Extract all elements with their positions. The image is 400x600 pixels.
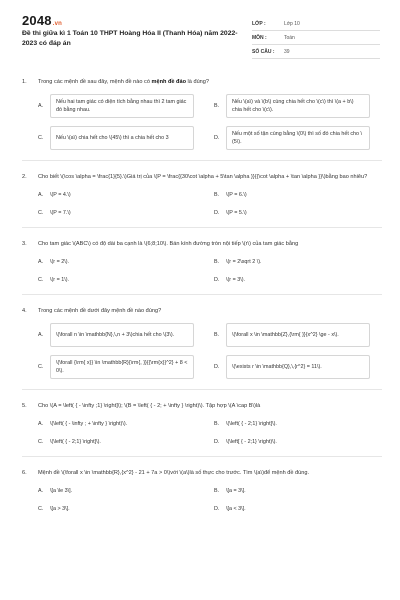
option-text: \(r = 2\sqrt 2 \). [226, 259, 262, 265]
question-number: 4. [22, 308, 27, 314]
meta-value: Toán [284, 34, 295, 41]
answer-option-b[interactable] [214, 420, 382, 428]
option-letter: D. [214, 210, 220, 216]
answer-options [38, 94, 382, 150]
answer-option-a[interactable] [38, 94, 206, 118]
question-text-main: Cho \(A = \left( { - \infty ;1} \right]\); \(B = \left( { - 2; + \infty } \right)\). Tập hợp \(A \cap B\)là [38, 403, 261, 409]
question-text [38, 173, 382, 182]
option-text: \(\forall {\rm{ x}} \in \mathbb{R}{\rm{, }}{{\rm{x}}^2} + 8 < 0\). [50, 355, 194, 379]
option-text: \(\left( { - \infty ; + \infty } \right)\). [50, 421, 128, 427]
option-letter: A. [38, 488, 44, 494]
question-divider [22, 227, 382, 228]
answer-option-a[interactable] [38, 191, 206, 199]
exam-title: Đề thi giữa kì 1 Toán 10 THPT Hoàng Hóa II (Thanh Hóa) năm 2022-2023 có đáp án [22, 30, 238, 47]
option-text: \(\left( { - 2;1} \right]\). [226, 421, 277, 427]
option-letter: D. [214, 364, 220, 370]
question-stem [22, 307, 382, 316]
question-text-main: Mệnh đề \(\forall x \in \mathbb{R},{x^2} - 21 + 7a > 0\)với \(a\)là số thực cho trước. Tìm \(a\)để mệnh đề đúng. [38, 470, 310, 476]
question-stem [22, 78, 382, 87]
option-letter: D. [214, 277, 220, 283]
option-text: \(P = 7.\) [50, 210, 71, 216]
question-text-main: Cho tam giác \(ABC\) có độ dài ba cạnh là \(6;8;10\). Bán kính đường tròn nội tiếp \(r\) của tam giác bằng [38, 241, 299, 247]
option-text: \[a > 3\]. [50, 506, 70, 512]
question-divider [22, 160, 382, 161]
logo-text: 2048 [22, 13, 52, 28]
option-text: \(P = 6.\) [226, 192, 247, 198]
answer-options [38, 191, 382, 217]
question-text [38, 469, 382, 478]
answer-option-c[interactable] [38, 355, 206, 379]
option-text: \(\exists r \in \mathbb{Q},\,{r^2} = 11\). [226, 355, 370, 379]
option-letter: A. [38, 103, 44, 109]
option-text: \(\forall x \in \mathbb{Z},{\rm{ }}{x^2} \ge - x\). [226, 323, 370, 347]
answer-option-a[interactable] [38, 420, 206, 428]
option-text: \(P = 5.\) [226, 210, 247, 216]
answer-option-c[interactable] [38, 126, 206, 150]
question-text-main: Trong các mệnh đề sau đây, mệnh đề nào có [38, 79, 152, 85]
option-letter: B. [214, 488, 220, 494]
question-5 [22, 402, 382, 446]
question-number: 1. [22, 79, 27, 85]
option-letter: B. [214, 259, 220, 265]
option-letter: C. [38, 135, 44, 141]
meta-value: 39 [284, 48, 290, 55]
meta-row-class [252, 17, 380, 31]
question-3 [22, 240, 382, 284]
meta-row-count [252, 45, 380, 59]
question-divider [22, 456, 382, 457]
option-letter: C. [38, 506, 44, 512]
option-letter: A. [38, 332, 44, 338]
question-text-emphasis: mệnh đề đảo [151, 79, 186, 85]
option-letter: B. [214, 192, 220, 198]
question-1 [22, 78, 382, 150]
question-list [22, 78, 382, 513]
answer-options [38, 420, 382, 446]
option-text: \(r = 2\). [50, 259, 70, 265]
option-text: Nếu \(a\) và \(b\) cùng chia hết cho \(c\) thì \(a + b\) chia hết cho \(c\). [226, 94, 370, 118]
option-letter: A. [38, 421, 44, 427]
question-text [38, 307, 382, 316]
option-letter: B. [214, 421, 220, 427]
option-text: Nếu hai tam giác có diện tích bằng nhau thì 2 tam giác đó bằng nhau. [50, 94, 194, 118]
option-text: \(r = 1\). [50, 277, 70, 283]
answer-option-b[interactable] [214, 258, 382, 266]
option-letter: C. [38, 277, 44, 283]
question-number: 6. [22, 470, 27, 476]
question-divider [22, 294, 382, 295]
option-letter: B. [214, 103, 220, 109]
meta-label: MÔN : [252, 34, 267, 41]
question-number: 3. [22, 241, 27, 247]
option-text: \(\left( { - 2;1} \right]\). [50, 439, 101, 445]
site-logo[interactable] [22, 13, 62, 28]
answer-options [38, 487, 382, 513]
exam-meta-table [252, 17, 380, 59]
option-text: \[a \le 3\]. [50, 488, 73, 494]
question-text-end: là đúng? [186, 79, 210, 85]
question-number: 2. [22, 174, 27, 180]
logo-suffix: .vn [52, 21, 63, 27]
option-text: \[a = 3\]. [226, 488, 246, 494]
answer-option-b[interactable] [214, 323, 382, 347]
question-6 [22, 469, 382, 513]
option-text: Nếu một số tận cùng bằng \(0\) thì số đó chia hết cho \(5\). [226, 126, 370, 150]
answer-option-c[interactable] [38, 505, 206, 513]
question-stem [22, 469, 382, 478]
question-number: 5. [22, 403, 27, 409]
answer-option-b[interactable] [214, 191, 382, 199]
answer-option-a[interactable] [38, 258, 206, 266]
question-text [38, 78, 382, 87]
question-text-main: Trong các mệnh đề dưới đây mệnh đề nào đúng? [38, 308, 162, 314]
meta-row-subject [252, 31, 380, 45]
question-stem [22, 240, 382, 249]
page-header [0, 0, 400, 64]
answer-option-d[interactable] [214, 355, 382, 379]
option-letter: D. [214, 135, 220, 141]
answer-options [38, 323, 382, 379]
answer-option-b[interactable] [214, 94, 382, 118]
question-stem [22, 402, 382, 411]
answer-option-c[interactable] [38, 276, 206, 284]
question-2 [22, 173, 382, 217]
question-divider [22, 389, 382, 390]
option-letter: A. [38, 259, 44, 265]
option-letter: A. [38, 192, 44, 198]
meta-value: Lớp 10 [284, 20, 300, 27]
option-text: \[a < 3\]. [226, 506, 246, 512]
answer-option-c[interactable] [38, 438, 206, 446]
option-letter: C. [38, 210, 44, 216]
answer-option-d[interactable] [214, 126, 382, 150]
meta-label: SỐ CÂU : [252, 48, 275, 55]
answer-option-d[interactable] [214, 438, 382, 446]
question-stem [22, 173, 382, 182]
meta-label: LỚP : [252, 20, 266, 27]
answer-options [38, 258, 382, 284]
answer-option-d[interactable] [214, 209, 382, 217]
answer-option-d[interactable] [214, 505, 382, 513]
option-text: \(\forall n \in \mathbb{N},\,n + 3\)chia hết cho \(3\). [50, 323, 194, 347]
option-text: Nếu \(a\) chia hết cho \(45\) thì a chia hết cho 3 [50, 126, 194, 150]
option-letter: B. [214, 332, 220, 338]
option-text: \(P = 4.\) [50, 192, 71, 198]
option-letter: D. [214, 506, 220, 512]
question-text [38, 240, 382, 249]
answer-option-d[interactable] [214, 276, 382, 284]
answer-option-a[interactable] [38, 323, 206, 347]
answer-option-c[interactable] [38, 209, 206, 217]
option-text: \(\left[ { - 2;1} \right)\). [226, 439, 277, 445]
option-text: \(r = 3\). [226, 277, 246, 283]
question-4 [22, 307, 382, 379]
answer-option-a[interactable] [38, 487, 206, 495]
question-text [38, 402, 382, 411]
option-letter: C. [38, 439, 44, 445]
answer-option-b[interactable] [214, 487, 382, 495]
option-letter: D. [214, 439, 220, 445]
question-text-main: Cho biết \(\cos \alpha = \frac{1}{5}.\)Giá trị của \(P = \frac{{30\cot \alpha + 5\tan \alpha }}{{\cot \alpha + \tan \alpha }}\)bằng bao nhiêu? [38, 174, 368, 180]
option-letter: C. [38, 364, 44, 370]
